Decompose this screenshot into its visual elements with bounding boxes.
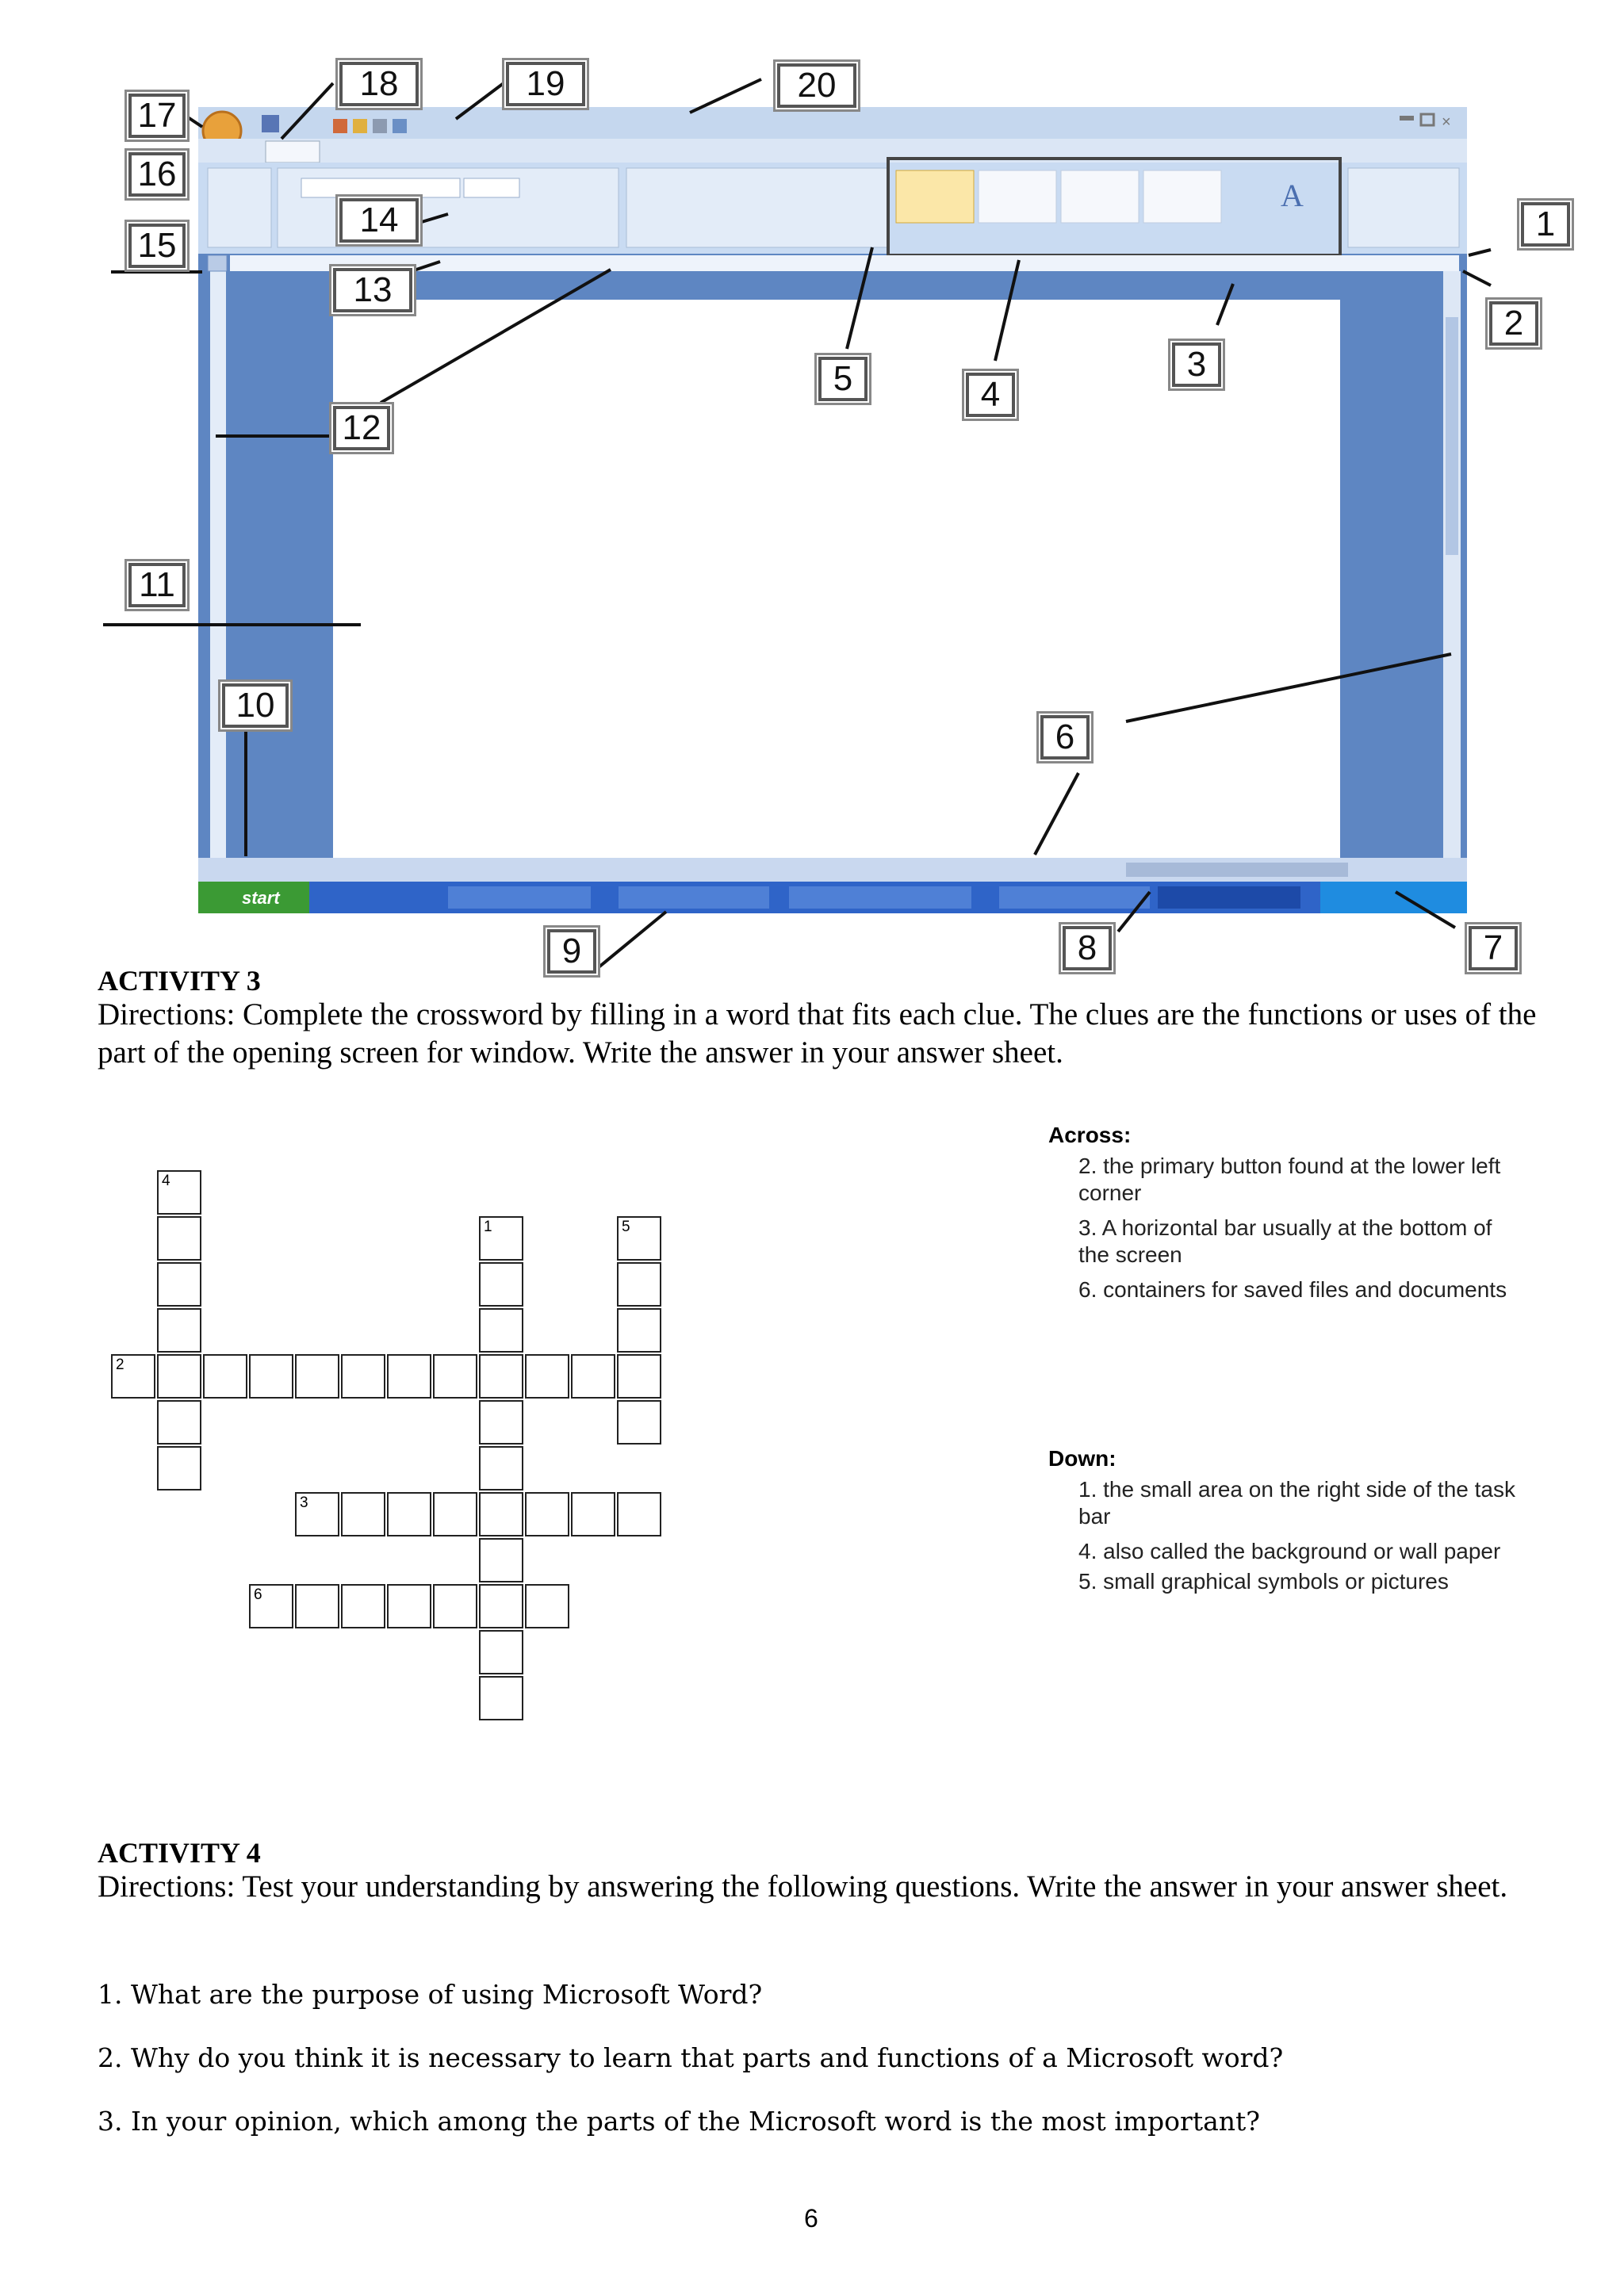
callout-7: 7 [1469, 926, 1518, 970]
crossword-cell[interactable] [249, 1584, 293, 1628]
crossword-cell[interactable] [479, 1400, 523, 1445]
clue-number: 6 [254, 1586, 262, 1603]
clue-down-5: 5. small graphical symbols or pictures [1078, 1569, 1449, 1594]
crossword-cell[interactable] [295, 1492, 339, 1536]
taskbar-item-1 [448, 886, 591, 909]
crossword-cell[interactable] [203, 1354, 247, 1399]
crossword-cell[interactable] [111, 1354, 155, 1399]
crossword-cell[interactable] [433, 1492, 477, 1536]
crossword-cell[interactable] [479, 1630, 523, 1674]
style-heading-2 [1143, 170, 1221, 223]
callout-2: 2 [1489, 301, 1538, 346]
word-screenshot-figure [0, 0, 1624, 983]
callout-17: 17 [128, 94, 186, 138]
redo-icon [353, 119, 367, 133]
crossword-cell[interactable] [617, 1216, 661, 1261]
crossword-cell[interactable] [157, 1446, 201, 1490]
crossword-cell[interactable] [617, 1262, 661, 1307]
callout-3: 3 [1172, 342, 1221, 387]
callout-12: 12 [333, 406, 390, 450]
print-icon [373, 119, 387, 133]
vertical-ruler [210, 271, 226, 858]
callout-11: 11 [128, 563, 186, 607]
clue-down-1: 1. the small area on the right side of the task bar [1078, 1477, 1515, 1529]
crossword-cell[interactable] [617, 1308, 661, 1353]
clue-across-3: 3. A horizontal bar usually at the bottom of the screen [1078, 1215, 1492, 1267]
crossword-cell[interactable] [479, 1216, 523, 1261]
crossword-cell[interactable] [341, 1354, 385, 1399]
crossword-cell[interactable] [249, 1354, 293, 1399]
change-styles-icon: A [1281, 178, 1304, 213]
arrow-2 [1463, 271, 1491, 285]
callout-18: 18 [339, 62, 419, 106]
save-icon [262, 115, 279, 132]
crossword-cell[interactable] [341, 1584, 385, 1628]
crossword-cell[interactable] [571, 1354, 615, 1399]
callout-14: 14 [339, 198, 419, 243]
callout-5: 5 [818, 357, 868, 401]
callout-15: 15 [128, 224, 186, 268]
callout-9: 9 [547, 929, 596, 974]
crossword-cell[interactable] [387, 1584, 431, 1628]
crossword-cell[interactable] [157, 1400, 201, 1445]
crossword-cell[interactable] [433, 1354, 477, 1399]
across-heading: Across: [1048, 1123, 1132, 1147]
crossword-cell[interactable] [295, 1584, 339, 1628]
activity-4-title: ACTIVITY 4 [98, 1837, 261, 1869]
clue-number: 2 [116, 1357, 124, 1373]
crossword-cell[interactable] [617, 1354, 661, 1399]
crossword-cell[interactable] [571, 1492, 615, 1536]
callout-8: 8 [1063, 926, 1112, 970]
down-clues [1048, 1446, 1522, 1595]
scrollbar-thumb [1446, 317, 1458, 555]
callout-10: 10 [222, 683, 289, 728]
activity-3-title: ACTIVITY 3 [98, 965, 261, 997]
activity-3-directions: Directions: Complete the crossword by filling in a word that fits each clue. The clues are the functions or uses of the part of the opening screen for window. Write the answer in your answer sheet. [98, 997, 1537, 1070]
crossword-cell[interactable] [341, 1492, 385, 1536]
crossword-cell[interactable] [525, 1354, 569, 1399]
font-name-box [301, 178, 460, 197]
crossword-cell[interactable] [479, 1354, 523, 1399]
editing-group [1348, 168, 1459, 247]
crossword-cell[interactable] [617, 1400, 661, 1445]
crossword-cell[interactable] [525, 1492, 569, 1536]
clue-number: 1 [484, 1219, 492, 1235]
crossword-cell[interactable] [157, 1170, 201, 1215]
crossword-cell[interactable] [157, 1262, 201, 1307]
clue-across-6: 6. containers for saved files and documents [1078, 1277, 1507, 1302]
across-clues [1048, 1123, 1522, 1303]
notification-area [1320, 882, 1467, 913]
crossword-cell[interactable] [479, 1492, 523, 1536]
down-heading: Down: [1048, 1446, 1116, 1471]
crossword-cell[interactable] [387, 1354, 431, 1399]
undo-icon [333, 119, 347, 133]
style-normal [896, 170, 974, 223]
page-number: 6 [804, 2204, 818, 2233]
callout-1: 1 [1521, 202, 1570, 247]
view-buttons-zoom [1126, 863, 1348, 877]
crossword-cell[interactable] [295, 1354, 339, 1399]
word-window-illustration [0, 0, 1624, 983]
title-bar [198, 107, 1467, 139]
callout-16: 16 [128, 152, 186, 197]
taskbar-item-3 [789, 886, 971, 909]
callout-19: 19 [506, 62, 585, 106]
question-1: 1. What are the purpose of using Microsoft Word? [98, 1979, 763, 2010]
taskbar-item-4 [999, 886, 1150, 909]
taskbar-item-5 [1158, 886, 1300, 909]
minimize-icon [1400, 116, 1414, 121]
crossword-cell[interactable] [479, 1584, 523, 1628]
close-icon: × [1442, 113, 1451, 131]
crossword-cell[interactable] [479, 1262, 523, 1307]
clipboard-group [208, 168, 271, 247]
crossword-cell[interactable] [479, 1446, 523, 1490]
tab-selector [208, 255, 227, 271]
question-3: 3. In your opinion, which among the parts of the Microsoft word is the most important? [98, 2106, 1260, 2137]
style-no-spacing [979, 170, 1056, 223]
spelling-icon [393, 119, 407, 133]
clue-down-4: 4. also called the background or wall paper [1078, 1539, 1501, 1563]
taskbar-item-2 [619, 886, 769, 909]
callout-6: 6 [1040, 715, 1090, 760]
clue-across-2: 2. the primary button found at the lower left corner [1078, 1154, 1501, 1205]
crossword-cell[interactable] [525, 1584, 569, 1628]
start-label: start [242, 888, 280, 908]
crossword-cell[interactable] [479, 1676, 523, 1720]
crossword-cell[interactable] [433, 1584, 477, 1628]
style-heading-1 [1061, 170, 1139, 223]
font-size-box [464, 178, 519, 197]
crossword-cell[interactable] [617, 1492, 661, 1536]
callout-4: 4 [966, 373, 1015, 417]
clue-number: 5 [622, 1219, 630, 1235]
tab-home-highlight [266, 141, 320, 163]
crossword-cell[interactable] [157, 1308, 201, 1353]
callout-20: 20 [777, 63, 856, 108]
callout-13: 13 [333, 268, 412, 312]
paragraph-group [626, 168, 888, 247]
clue-number: 4 [162, 1173, 170, 1189]
crossword-cell[interactable] [479, 1538, 523, 1582]
arrow-1 [1469, 250, 1491, 255]
arrow-9 [599, 912, 666, 967]
crossword-cell[interactable] [387, 1492, 431, 1536]
activity-4-directions: Directions: Test your understanding by answering the following questions. Write the answer in your answer sheet. [98, 1869, 1508, 1904]
crossword-cell[interactable] [479, 1308, 523, 1353]
clue-number: 3 [300, 1494, 308, 1511]
crossword-cell[interactable] [157, 1354, 201, 1399]
question-2: 2. Why do you think it is necessary to learn that parts and functions of a Microsoft word? [98, 2042, 1284, 2073]
crossword-cell[interactable] [157, 1216, 201, 1261]
